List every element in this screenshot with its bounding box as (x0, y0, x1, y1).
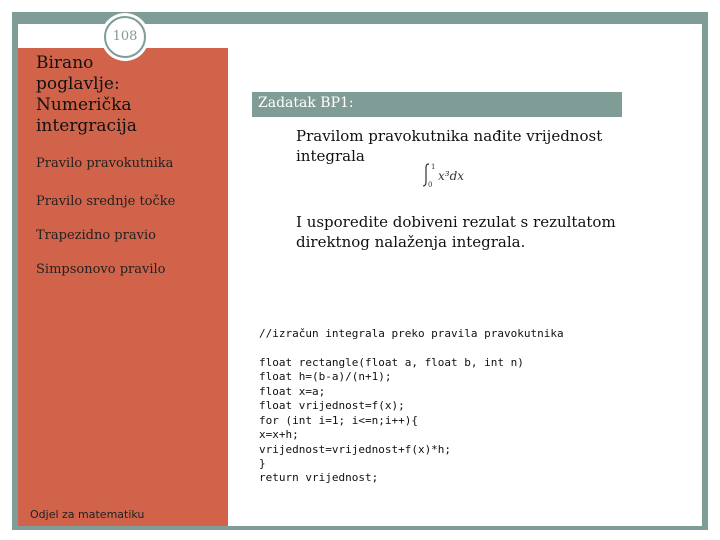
code-line: x=x+h; (259, 428, 299, 441)
code-line: float rectangle(float a, float b, int n) (259, 356, 524, 369)
followup-line: direktnog nalaženja integrala. (296, 233, 526, 251)
instruction-line: integrala (296, 147, 365, 165)
bottom-frame-bar (12, 526, 708, 530)
code-comment: //izračun integrala preko pravila pravokutnika (259, 327, 564, 340)
slide-number: 108 (112, 29, 138, 44)
task-header-label: Zadatak BP1: (258, 95, 354, 111)
integral-lower-limit: 0 (428, 181, 433, 189)
sidebar-item-pravilo-srednje-tocke[interactable]: Pravilo srednje točke (36, 194, 176, 209)
chapter-title (36, 53, 226, 137)
code-line: return vrijednost; (259, 471, 379, 484)
integral-upper-limit: 1 (431, 163, 436, 171)
chapter-title-line: Numerička (36, 95, 132, 115)
right-frame-bar (702, 12, 708, 530)
code-line: } (259, 457, 266, 470)
integrand: x³dx (438, 169, 465, 183)
slide-number-badge (104, 16, 146, 58)
sidebar-item-simpsonovo-pravilo[interactable]: Simpsonovo pravilo (36, 262, 166, 277)
chapter-title-line: poglavlje: (36, 74, 120, 94)
sidebar-item-pravilo-pravokutnika[interactable]: Pravilo pravokutnika (36, 156, 174, 171)
followup-paragraph (296, 212, 636, 252)
footer-department: Odjel za matematiku (30, 508, 145, 521)
code-line: vrijednost=vrijednost+f(x)*h; (259, 443, 452, 456)
sidebar-item-trapezidno-pravio[interactable]: Trapezidno pravio (36, 228, 156, 243)
code-line: float vrijednost=f(x); (259, 399, 405, 412)
code-line: float h=(b-a)/(n+1); (259, 370, 392, 383)
chapter-title-line: intergracija (36, 116, 137, 136)
chapter-title-line: Birano (36, 53, 94, 73)
followup-line: I usporedite dobiveni rezulat s rezultatom (296, 213, 616, 231)
integral-formula (420, 160, 480, 190)
instruction-line: Pravilom pravokutnika nađite vrijednost (296, 127, 603, 145)
code-line: for (int i=1; i<=n;i++){ (259, 414, 418, 427)
task-header-bar (252, 92, 622, 117)
code-line: float x=a; (259, 385, 326, 398)
